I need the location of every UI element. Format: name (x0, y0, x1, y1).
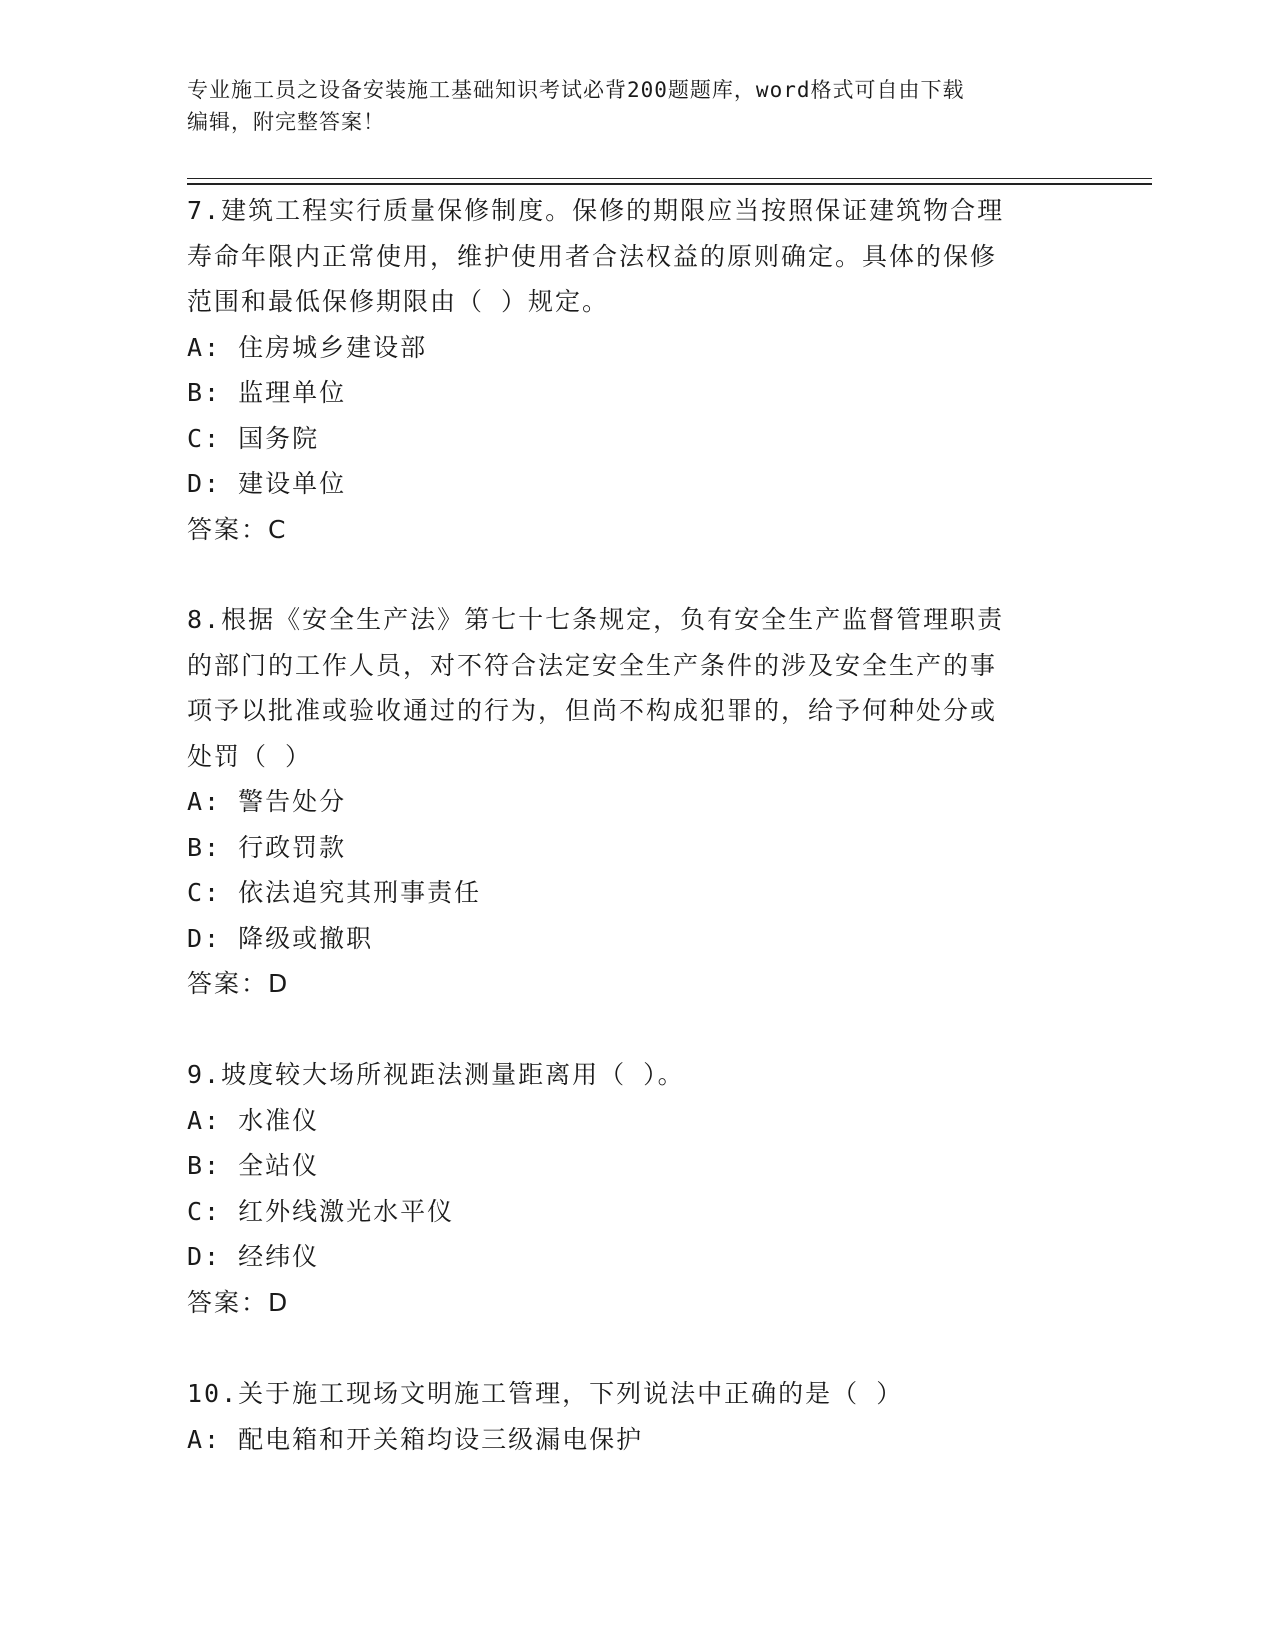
header-title-line-2: 编辑，附完整答案！ (187, 110, 385, 134)
question-text-line: 8.根据《安全生产法》第七十七条规定，负有安全生产监督管理职责 (187, 605, 1005, 634)
answer: 答案：D (187, 1287, 290, 1317)
question-10 (187, 1371, 1087, 1462)
option-d: D: 降级或撤职 (187, 923, 374, 953)
option-c: C: 依法追究其刑事责任 (187, 878, 482, 907)
question-7 (187, 188, 1087, 553)
question-text-line: 处罚（ ） (187, 741, 313, 771)
option-c: C: 红外线激光水平仪 (187, 1196, 455, 1226)
question-text-line: 9.坡度较大场所视距法测量距离用（ ）。 (187, 1060, 685, 1089)
answer: 答案：C (187, 514, 288, 544)
question-8 (187, 597, 1087, 1007)
header-divider-thick (187, 183, 1152, 185)
question-text-line: 10.关于施工现场文明施工管理，下列说法中正确的是（ ） (187, 1379, 904, 1408)
option-a: A: 配电箱和开关箱均设三级漏电保护 (187, 1424, 644, 1454)
question-text-line: 的部门的工作人员，对不符合法定安全生产条件的涉及安全生产的事 (187, 650, 998, 680)
answer: 答案：D (187, 969, 290, 998)
option-b: B: 行政罚款 (187, 832, 347, 862)
option-b: B: 全站仪 (187, 1151, 320, 1180)
option-d: D: 经纬仪 (187, 1242, 320, 1271)
document-header (187, 74, 1067, 138)
header-title-line-1: 专业施工员之设备安装施工基础知识考试必背200题题库，word格式可自由下载 (187, 78, 965, 102)
option-d: D: 建设单位 (187, 469, 347, 498)
question-text-line: 寿命年限内正常使用，维护使用者合法权益的原则确定。具体的保修 (187, 241, 998, 271)
question-text-line: 范围和最低保修期限由（ ）规定。 (187, 287, 610, 316)
option-b: B: 监理单位 (187, 378, 347, 407)
option-a: A: 住房城乡建设部 (187, 332, 428, 362)
option-c: C: 国务院 (187, 423, 320, 453)
question-9 (187, 1052, 1087, 1326)
option-a: A: 警告处分 (187, 787, 347, 816)
header-divider-thin (187, 178, 1152, 179)
question-text-line: 项予以批准或验收通过的行为，但尚不构成犯罪的，给予何种处分或 (187, 696, 998, 725)
question-text-line: 7.建筑工程实行质量保修制度。保修的期限应当按照保证建筑物合理 (187, 196, 1005, 225)
option-a: A: 水准仪 (187, 1105, 320, 1135)
